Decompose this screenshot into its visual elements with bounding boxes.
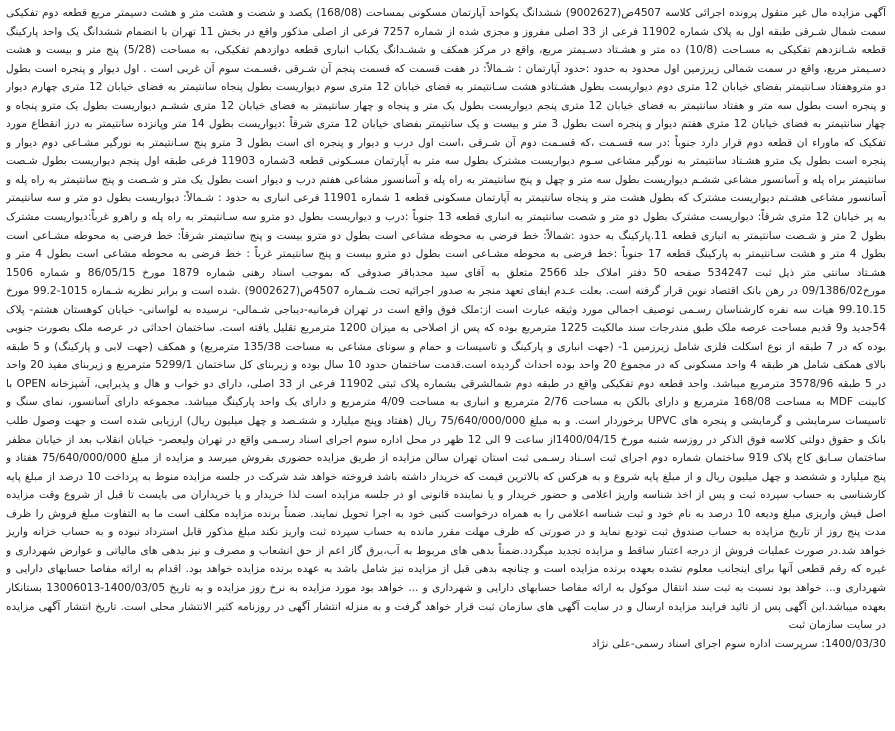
auction-notice xyxy=(6,4,886,726)
notice-body: آگهی مزایده مال غیر منقول پرونده اجرائی کلاسه 4507ص(9002627) ششدانگ یکواحد آپارتمان مسکونی بمساحت (168/08) یکصد و شصت و هشت متر و هشت دسیمتر مربع قطعه دوم تفکیکی سمت شمال شـرقی طبقه اول به پلاک شماره 11902 فرعی از 33 اصلی مفروز و مجزی شده از شماره 7257 فرعی از اصلی مذکور واقع در بخش 11 تهران با انضمام ششدانگ یک واحد پارکینگ قطعه شـانزدهم تفکیکی به مسـاحت (10/8) ده متر و هشـتاد دسـیمتر مربع، واقع در مرکز همکف و ششـدانگ یکباب انباری قطعه دوازدهم تفکیکی، به مساحت (5/28) پنج متر و بیست و هشت دسـیمتر مربع، واقع در سمت شمالی زیرزمین اول محدود به حدود :حدود آپارتمان : شـمالاً: در هفت قسمت که قسمت پنجم آن شـرقی ،قسـمت سوم آن غربی است . اول دیوار و پنجره است بطول دو متروهفتاد سـانتیمتر بفضای خیابان 12 متری دوم دیواریست بطول هشـتادو هشت سـانتیمتر به فضای خیابان 12 متری سوم دیواریست بطول پنجاه سانتیمتر به فضای خیابان 12 متری چهارم دیوار و پنجره است بطول سه متر و هفتاد سانتیمتر به فضای خیابان 12 متری پنجم دیواریست بطول یک متر و پنجاه و چهار سانتیمتر به فضای خیابان 12 متری ششـم دیواریست بطول یک مترو پنجاه و چهار سانتیمتر به فضای خیابان 12 متری هفتم دیوار و پنجره است بطول 3 متر و بیست و یک سانتیمتر بفضای خیابان 12 متری شرقاً :دیواریست بطول 14 متر وپانزده سانتیمتر به درز انقطاع مورد تفکیک که ماوراء ان قطعه دوم قرار دارد جنوباً :در سه قسـمت ،که قسـمت دوم آن شـرقی ،است اول درب و دیوار و پنجره ای است بطول 3 مترو پنج سـانتیمتر به نورگیر مشـاعی دوم دیوار و پنجره است بطول یک مترو هشـتاد سانتیمتر به نورگیر مشاعی سـوم دیواریست مشترک بطول سه متر به آپارتمان مسـکونی قطعه 3شماره 11903 فرعی طبقه اول پنجم دیواریست بطول شـصت سانتیمتر براه پله و آسانسور مشاعی ششـم دیواریست بطول سه متر و چهل و پنج سانتیمتر به راه پله و آسانسور مشاعی هفتم درب و دیوار است بطول یک متر و شـصت و پنج سانتیمتر به راه پله و آسانسور مشاعی هشـتم دیواریست مشترک که بطول هشت متر و پنجاه سانتیمتر به آپارتمان مسکونی قطعه 1 شماره 11901 فرعی انباری به حدود : شـمالاً: دیواریست بطول دو متر و سه سانتیمتر به پر خیابان 12 متری شرقاً: دیواریست مشترک بطول دو متر و شصت سانتیمتر به انباری قطعه 13 جنوباً :درب و دیواریست بطول دو مترو سه سـانتیمتر به راه پله و راهرو غرباً:دیواریست مشترک بطول 2 متر و شـصت سانتیمتر به انباری قطعه 11.پارکینگ به حدود :شمالاً: خط فرضی به محوطه مشاعی است بطول دو مترو بیست و پنج سانتیمتر شرقاً: خط فرضی به محوطه مشـاعی است بطول 4 متر و هشت سـانتیمتر به پارکینگ قطعه 17 جنوباً :خط فرضی به محوطه مشـاعی است بطول دو مترو بیست و پنج سانتیمتر غرباً : خط فرضی به محوطه مشاعی است بطول 4 متر و هشـتاد سانتی متر ذیل ثبت 534247 صفحه 50 دفتر املاک جلد 2566 متعلق به آقای سید مجدباقر صدوقی که بموجب اسناد رهنی شماره 1879 مورخ 86/05/15 و شماره 1506 مورخ09/1386/02 در رهن بانک اقتصاد نوین قرار گرفته است. بعلت عـدم ایفای تعهد منجر به صدور اجرائیه تحت شـماره 4507ص(9002627) .شده است و برابر نظریه شـماره 1015-99.2 مورخ 99.10.15 هیات سه نفره کارشناسان رسـمی توصیف اجمالی مورد وثیقه عبارت است از:ملک فوق واقع است در تهران فرمانیه-دیباجی شـمالی- نرسیده به لواسانی- خیابان کوهستان هشتم- پلاک 54جدید و9 قدیم مساحت عرصه ملک طبق مندرجات سند مالکیت 1225 مترمربع بوده که پس از اصلاحی به میزان 1200 مترمربع تقلیل یافته است. ساختمان احداثی در عرصه ملک بصورت جنوبی بوده که در 7 طبقه از نوع اسکلت فلزی شامل زیرزمین 1- (جهت انباری و پارکینگ و تاسیسات و حمام و سونای مشاعی به مساحت 135/38 مترمربع) و همکف (جهت لابی و پارکینگ) و 5 طبقه بالای همکف شامل هر طبقه 4 واحد مسکونی که در مجموع 20 واحد بوده احداث گردیده است.قدمت ساختمان حدود 10 سال بوده و زیربنای کل ساختمان 5299/1 مترمربع و زیربنای مفید 20 واحد در 5 طبقه 3578/96 مترمربع میباشد. واحد قطعه دوم تفکیکی واقع در طبقه دوم شمالشرقی بشماره پلاک ثبتی 11902 فرعی از 33 اصلی، دارای دو خواب و هال و پذیرایی، آشپزخانه OPEN با کابینت MDF به مساحت 168/08 مترمربع و دارای بالکن به مساحت 2/76 مترمربع و انباری به مساحت 4/09 مترمربع و دارای یک واحد پارکینگ میباشد. مجموعه دارای آسانسور، نمای سنگ و تاسیسات سرمایشی و گرمایشی و پنجره های UPVC برخوردار است. و به مبلغ 75/640/000/000 ریال (هفتاد وپنج میلیارد و ششـصد و چهل میلیون ریال) ارزیابی شده است و جهت وصول طلب بانک و حقوق دولتی کلاسه فوق الذکر در روزسه شنبه مورخ 1400/04/15از ساعت 9 الی 12 ظهر در محل اداره سوم اجرای اسناد رسـمی واقع در تهران ولیعصر- خیابان انقلاب بعد از خیابان مظفر ساختمان سـابق کاج پلاک 919 ساختمان شماره دوم اجرای ثبت اسـناد رسـمی ثبت استان تهران سالن مزایده از طریق مزایده حضوری بفروش میرسد و مزایده از مبلغ 75/640/000/000 هفتاد و پنج میلیارد و ششصد و چهل میلیون ریال و از مبلغ پایه شروع و به هرکس که بالاترین قیمت که خریدار داشته باشد فروخته خواهد شد شرکت در جلسه مزایده منوط به پرداخت 10 درصد از مبلغ پایه کارشناسی به حساب سپرده ثبت و پس از اخذ شناسه واریز اعلامی و حضور خریدار و یا نماینده قانونی او در جلسه مزایده است لذا خریدار و یا خریداران می بایست تا قبل از شروع وقت مزایده اصل فیش واریزی مبلغ ودیعه 10 درصد به نام خود و ثبت شناسه اعلامی را به همراه درخواست کتبی خود به اجرا تحویل نمایند. ضمناً برنده مزایده مکلف است ما به التفاوت مبلغ فروش را ظرف مدت پنج روز از تاریخ مزایده به حساب صندوق ثبت تودیع نماید و در صورتی که ظرف مهلت مقرر مانده به حساب سپرده ثبت واریز نکند مبلغ مذکور قابل استرداد نبوده و به حساب خزانه واریز خواهد شد.در صورت عملیات فروش از درجه اعتبار ساقط و مزایده تجدید میگردد.ضمناً بدهی های مربوط به آب،برق گاز اعم از حق انشعاب و مصرف و نیز بدهی های مالیاتی و عوارض شهرداری و غیره که رقم قطعی آنها برای اینجانب معلوم نشده بعهده برنده مزایده است و چنانچه بدهی قبل از مزایده نیز شامل باشد به عهده برنده مزایده خواهد بود. اقدام به ارائه مفاصا حسابهای دارایی و شهرداری و... خواهد بود نسبت به ثبت سند انتقال موکول به ارائه مفاصا حسابهای دارایی و شهرداری و ... خواهد بود مورد مزایده به نرخ روز مزایده و به تاریخ 1400/03/05-13006013 بستانکار بعهده میباشد.این آگهی پس از تائید فرایند مزایده ارسال و در سایت آگهی های سازمان ثبت قرار خواهد گرفت و به منزله انتشار آگهی در روزنامه کثیر الانتشار محلی است. تاریخ انتشار آگهی مزایده در سایت سازمان ثبت xyxy=(6,7,886,632)
notice-signature: 1400/03/30: سرپرست اداره سوم اجرای اسناد رسمی-علی نژاد xyxy=(591,637,886,650)
